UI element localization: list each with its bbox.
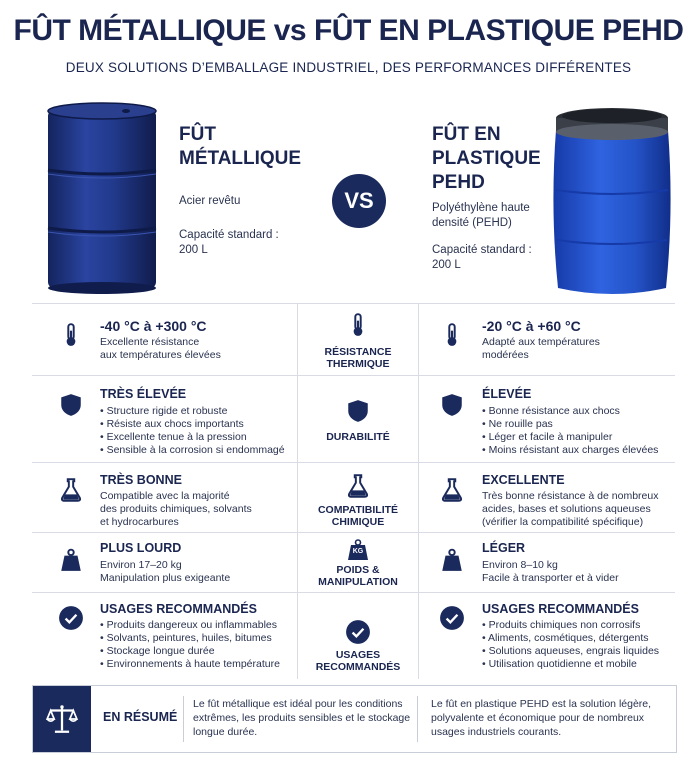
- chemical-plastic-title: EXCELLENTE: [482, 473, 565, 487]
- metal-material: Acier revêtu: [179, 195, 241, 207]
- list-item: • Résiste aux chocs importants: [100, 418, 285, 431]
- check-circle-icon: [439, 605, 465, 631]
- criterion-chemical-line2: CHIMIQUE: [331, 516, 385, 528]
- uses-plastic-list: [482, 619, 659, 671]
- summary-plastic-text: Le fût en plastique PEHD est la solution légère, polyvalente et économique pour de nombreux usages industriels courants.: [431, 698, 652, 738]
- chemical-metal-text-2: des produits chimiques, solvants: [100, 503, 252, 515]
- divider: [183, 696, 184, 742]
- list-item: • Moins résistant aux charges élevées: [482, 444, 658, 457]
- durability-plastic-list: [482, 405, 658, 457]
- thermometer-icon: [58, 322, 84, 348]
- list-item: • Léger et facile à manipuler: [482, 431, 658, 444]
- thermometer-icon: [345, 312, 371, 338]
- criterion-uses-line1: USAGES: [335, 649, 381, 661]
- weight-plastic-title: LÉGER: [482, 541, 526, 555]
- chemical-metal-title: TRÈS BONNE: [100, 473, 182, 487]
- weight-metal-text-1: Environ 17–20 kg: [100, 559, 182, 571]
- chemical-plastic-text-2: acides, bases et solutions aqueuses: [482, 503, 651, 515]
- row-chemical: [32, 462, 675, 533]
- shield-icon: [439, 392, 465, 418]
- metal-capacity-label: Capacité standard :: [179, 229, 279, 241]
- metal-capacity-value: 200 L: [179, 244, 208, 256]
- summary-label: EN RÉSUMÉ: [103, 710, 178, 724]
- thermal-plastic-text-1: Adapté aux températures: [482, 336, 600, 348]
- plastic-drum-image: [550, 100, 674, 300]
- summary-icon-box: [33, 686, 91, 752]
- plastic-capacity-value: 200 L: [432, 259, 461, 271]
- kg-label: KG: [352, 548, 364, 555]
- divider: [417, 696, 418, 742]
- list-item: • Produits chimiques non corrosifs: [482, 619, 659, 632]
- chemical-metal-text-3: et hydrocarbures: [100, 516, 179, 528]
- list-item: • Utilisation quotidienne et mobile: [482, 658, 659, 671]
- row-thermal: [32, 303, 675, 376]
- list-item: • Solutions aqueuses, engrais liquides: [482, 645, 659, 658]
- weight-icon: [439, 547, 465, 573]
- flask-icon: [345, 473, 371, 499]
- chemical-plastic-text-1: Très bonne résistance à de nombreux: [482, 490, 659, 502]
- weight-icon: [58, 547, 84, 573]
- vs-badge: VS: [332, 174, 386, 228]
- criterion-durability: DURABILITÉ: [326, 431, 390, 443]
- list-item: • Stockage longue durée: [100, 645, 280, 658]
- plastic-capacity-label: Capacité standard :: [432, 244, 532, 256]
- list-item: • Produits dangereux ou inflammables: [100, 619, 280, 632]
- thermal-plastic-title: -20 °C à +60 °C: [482, 318, 581, 334]
- criterion-uses-line2: RECOMMANDÉS: [315, 661, 401, 673]
- criterion-chemical-line1: COMPATIBILITÉ: [317, 504, 399, 516]
- plastic-material-line1: Polyéthylène haute: [432, 202, 530, 214]
- list-item: • Aliments, cosmétiques, détergents: [482, 632, 659, 645]
- durability-metal-list: [100, 405, 285, 457]
- shield-icon: [58, 392, 84, 418]
- page-title: FÛT MÉTALLIQUE vs FÛT EN PLASTIQUE PEHD: [13, 14, 684, 47]
- row-durability: [32, 375, 675, 463]
- criterion-weight-line1: POIDS &: [336, 564, 380, 576]
- criterion-thermal-line1: RÉSISTANCE: [324, 346, 392, 358]
- uses-plastic-title: USAGES RECOMMANDÉS: [482, 602, 639, 616]
- metal-drum-image: [46, 100, 158, 296]
- uses-metal-title: USAGES RECOMMANDÉS: [100, 602, 257, 616]
- list-item: • Solvants, peintures, huiles, bitumes: [100, 632, 280, 645]
- plastic-material-line2: densité (PEHD): [432, 217, 512, 229]
- weight-plastic-text-2: Facile à transporter et à vider: [482, 572, 619, 584]
- weight-metal-title: PLUS LOURD: [100, 541, 182, 555]
- plastic-title-line1: FÛT EN: [432, 124, 501, 145]
- criterion-thermal-line2: THERMIQUE: [326, 358, 390, 370]
- list-item: • Structure rigide et robuste: [100, 405, 285, 418]
- check-circle-icon: [345, 619, 371, 645]
- uses-metal-list: [100, 619, 280, 671]
- thermal-plastic-text-2: modérées: [482, 349, 529, 361]
- plastic-title-line2: PLASTIQUE: [432, 148, 541, 169]
- thermal-metal-title: -40 °C à +300 °C: [100, 318, 207, 334]
- flask-icon: [58, 477, 84, 503]
- weight-icon: [345, 539, 371, 561]
- flask-icon: [439, 477, 465, 503]
- summary-box: [32, 685, 677, 753]
- balance-scale-icon: [45, 702, 79, 736]
- row-uses: [32, 592, 675, 679]
- durability-plastic-title: ÉLEVÉE: [482, 387, 532, 401]
- thermometer-icon: [439, 322, 465, 348]
- list-item: • Ne rouille pas: [482, 418, 658, 431]
- weight-plastic-text-1: Environ 8–10 kg: [482, 559, 558, 571]
- page-subtitle: DEUX SOLUTIONS D’EMBALLAGE INDUSTRIEL, DES PERFORMANCES DIFFÉRENTES: [65, 60, 632, 75]
- check-circle-icon: [58, 605, 84, 631]
- list-item: • Bonne résistance aux chocs: [482, 405, 658, 418]
- durability-metal-title: TRÈS ÉLEVÉE: [100, 387, 187, 401]
- metal-title-line2: MÉTALLIQUE: [179, 148, 302, 169]
- chemical-metal-text-1: Compatible avec la majorité: [100, 490, 230, 502]
- shield-icon: [345, 398, 371, 424]
- list-item: • Sensible à la corrosion si endommagé: [100, 444, 285, 457]
- list-item: • Environnements à haute température: [100, 658, 280, 671]
- weight-metal-text-2: Manipulation plus exigeante: [100, 572, 231, 584]
- thermal-metal-text-1: Excellente résistance: [100, 336, 200, 348]
- chemical-plastic-text-3: (vérifier la compatibilité spécifique): [482, 516, 644, 528]
- row-weight: [32, 532, 675, 593]
- metal-title-line1: FÛT: [179, 124, 216, 145]
- list-item: • Excellente tenue à la pression: [100, 431, 285, 444]
- summary-metal-text: Le fût métallique est idéal pour les conditions extrêmes, les produits sensibles et le stockage longue durée.: [193, 698, 411, 738]
- thermal-metal-text-2: aux températures élevées: [100, 349, 221, 361]
- plastic-title-line3: PEHD: [432, 172, 485, 193]
- criterion-weight-line2: MANIPULATION: [318, 576, 398, 588]
